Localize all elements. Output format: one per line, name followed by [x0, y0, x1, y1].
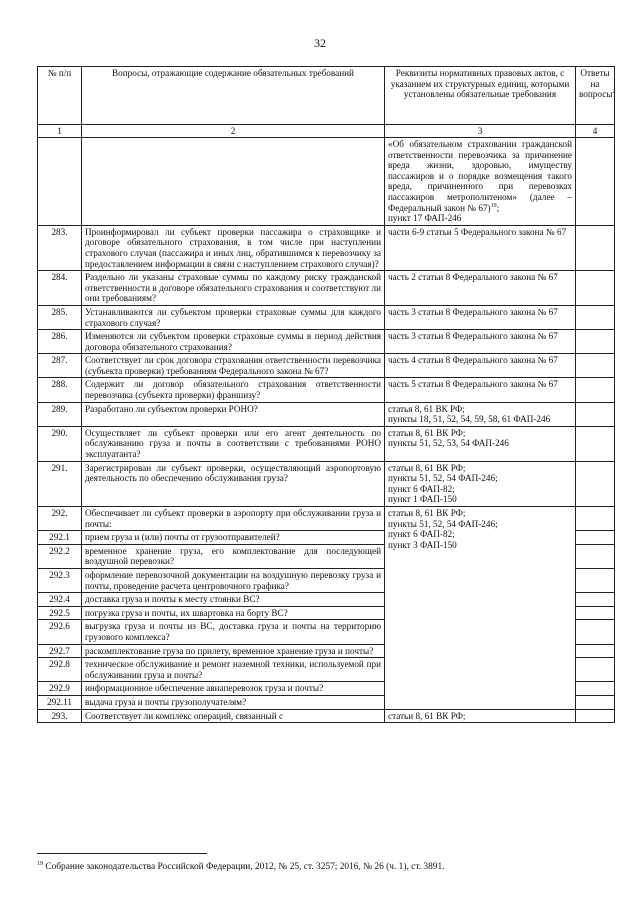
- reference-text: статьи 8, 61 ВК РФ; пункты 51, 52, 53, 54 ФАП-246: [388, 427, 509, 449]
- row-question: Осуществляет ли субъект проверки или его агент деятельность по обслуживанию груза и почты в соответствии с требованиями РОНО эксплуатанта?: [82, 426, 385, 461]
- row-answer: [576, 378, 615, 402]
- row-question: Раздельно ли указаны страховые суммы по каждому риску гражданской ответственности в договоре обязательного страхования и соответствуют ли они требованиям?: [82, 271, 385, 306]
- row-reference: [385, 507, 576, 710]
- subrow-number: 292.3: [38, 568, 82, 592]
- footnote-mark: 19: [490, 202, 497, 209]
- row-number: 289.: [38, 402, 82, 426]
- subrow-question: прием груза и (или) почты от грузоотправителей?: [82, 531, 385, 545]
- subrow-number: 292.5: [38, 606, 82, 620]
- row-reference: [385, 709, 576, 723]
- continuation-reference-line2: пункт 17 ФАП-246: [388, 213, 462, 224]
- table-row: [38, 225, 615, 270]
- row-number: 284.: [38, 271, 82, 306]
- subrow-number: 292.2: [38, 544, 82, 568]
- subrow-number: 292.8: [38, 658, 82, 682]
- row-question: Разработано ли субъектом проверки РОНО?: [82, 402, 385, 426]
- row-answer: [576, 225, 615, 270]
- subrow-answer: [576, 544, 615, 568]
- subrow-answer: [576, 531, 615, 545]
- row-reference: [385, 354, 576, 378]
- table-row: [38, 378, 615, 402]
- table-row: [38, 709, 615, 723]
- row-question: Обеспечивает ли субъект проверки в аэропорту при обслуживании груза и почты:: [82, 507, 385, 531]
- row-reference: [385, 330, 576, 354]
- row-question: Соответствует ли срок договора страхования ответственности перевозчика (субъекта проверки) требованиям Федерального закона № 67?: [82, 354, 385, 378]
- row-number: 283.: [38, 225, 82, 270]
- subrow-question: выгрузка груза и почты из ВС, доставка груза и почты на территорию грузового комплекса?: [82, 620, 385, 644]
- continuation-reference: «Об обязательном страховании гражданской ответственности перевозчика за причинение вреда жизни, здоровью, имуществу пассажиров и о порядке возмещения такого вреда, причиненного при перевозках пассажиров метрополитеном» (далее – Федеральный закон № 67)$^{19}$; пункт 17 ФАП-246: [385, 138, 576, 226]
- table-row: [38, 271, 615, 306]
- header-answers-label: Ответы на вопросы: [579, 68, 613, 100]
- row-question: Устанавливаются ли субъектом проверки страховые суммы для каждого страхового случая?: [82, 305, 385, 329]
- row-number: 285.: [38, 305, 82, 329]
- header-references: Реквизиты нормативных правовых актов, с указанием их структурных единиц, которыми установлены обязательные требования: [385, 67, 576, 125]
- row-number: 293.: [38, 709, 82, 723]
- reference-text: статьи 8, 61 ВК РФ;: [388, 710, 466, 721]
- table-row: [38, 402, 615, 426]
- subrow-answer: [576, 682, 615, 696]
- footnote-number: 19: [37, 860, 43, 867]
- subrow-number: 292.11: [38, 695, 82, 709]
- subrow-question: информационное обеспечение авиаперевозок груза и почты?: [82, 682, 385, 696]
- subrow-answer: [576, 620, 615, 644]
- row-reference: [385, 461, 576, 506]
- footnote-separator: [37, 853, 207, 854]
- column-index: 4: [576, 125, 615, 138]
- subrow-number: 292.1: [38, 531, 82, 545]
- column-index: 1: [38, 125, 82, 138]
- row-answer: [576, 271, 615, 306]
- subrow-answer: [576, 695, 615, 709]
- row-question: Соответствует ли комплекс операций, связанный с: [82, 709, 385, 723]
- page-number: 32: [314, 36, 326, 50]
- reference-text: часть 4 статьи 8 Федерального закона № 67: [388, 355, 558, 366]
- subrow-number: 292.9: [38, 682, 82, 696]
- reference-text: часть 3 статьи 8 Федерального закона № 67: [388, 306, 558, 317]
- requirements-table: [37, 66, 615, 723]
- row-answer: [576, 354, 615, 378]
- row-number: 291.: [38, 461, 82, 506]
- row-answer: [576, 402, 615, 426]
- subrow-question: доставка груза и почты к месту стоянки ВС?: [82, 593, 385, 607]
- row-answer: [576, 426, 615, 461]
- subrow-question: погрузка груза и почты, их швартовка на борту ВС?: [82, 606, 385, 620]
- row-question: Изменяются ли субъектом проверки страховые суммы в период действия договора обязательного страхования?: [82, 330, 385, 354]
- reference-text: часть 5 статьи 8 Федерального закона № 67: [388, 379, 558, 390]
- column-index: 3: [385, 125, 576, 138]
- subrow-number: 292.4: [38, 593, 82, 607]
- reference-text: часть 2 статьи 8 Федерального закона № 67: [388, 272, 558, 283]
- row-number: 292.: [38, 507, 82, 531]
- row-reference: [385, 402, 576, 426]
- continuation-row: [38, 138, 615, 226]
- row-number: 286.: [38, 330, 82, 354]
- table-header-row: [38, 67, 615, 125]
- subrow-answer: [576, 606, 615, 620]
- row-answer: [576, 461, 615, 506]
- table-row: [38, 507, 615, 531]
- column-index: 2: [82, 125, 385, 138]
- row-reference: [385, 305, 576, 329]
- reference-text: статья 8, 61 ВК РФ; пункты 18, 51, 52, 54, 59, 58, 61 ФАП-246: [388, 403, 551, 425]
- row-answer: [576, 709, 615, 723]
- row-answer: [576, 305, 615, 329]
- header-answers: [576, 67, 615, 125]
- subrow-question: раскомплектование груза по прилету, временное хранение груза и почты?: [82, 644, 385, 658]
- row-answer: [576, 507, 615, 531]
- row-question: Зарегистрирован ли субъект проверки, осуществляющий аэропортовую деятельность по обеспечению обслуживания груза?: [82, 461, 385, 506]
- reference-text: части 6-9 статьи 5 Федерального закона № 67: [388, 226, 567, 237]
- row-reference: [385, 378, 576, 402]
- header-questions: Вопросы, отражающие содержание обязательных требований: [82, 67, 385, 125]
- subrow-question: временное хранение груза, его комплектование для последующей воздушной перевозки?: [82, 544, 385, 568]
- header-number: № п/п: [38, 67, 82, 125]
- row-number: 287.: [38, 354, 82, 378]
- subrow-number: 292.6: [38, 620, 82, 644]
- row-reference: [385, 271, 576, 306]
- table-row: [38, 330, 615, 354]
- footnote-text: Собрание законодательства Российской Федерации, 2012, № 25, ст. 3257; 2016, № 26 (ч. 1), ст. 3891.: [45, 862, 445, 872]
- subrow-answer: [576, 568, 615, 592]
- table-row: [38, 305, 615, 329]
- footnote: [37, 862, 617, 872]
- reference-text: часть 3 статьи 8 Федерального закона № 67: [388, 331, 558, 342]
- table-row: [38, 426, 615, 461]
- column-index-row: [38, 125, 615, 138]
- table-row: [38, 461, 615, 506]
- subrow-answer: [576, 658, 615, 682]
- continuation-reference-text: «Об обязательном страховании гражданской ответственности перевозчика за причинение вреда жизни, здоровью, имуществу пассажиров и о порядке возмещения такого вреда, причиненного при перевозках пассажиров метрополитеном» (далее – Федеральный закон № 67): [388, 139, 572, 213]
- row-question: Проинформировал ли субъект проверки пассажира о страховщике и договоре обязательного страхования, в том числе при наступлении страхового случая (пассажира и иных лиц, обратившимся к перевозчику за предоставлением информации в связи с наступлением страхового случая)?: [82, 225, 385, 270]
- subrow-question: техническое обслуживание и ремонт наземной техники, используемой при обслуживании груза и почты?: [82, 658, 385, 682]
- subrow-number: 292.7: [38, 644, 82, 658]
- subrow-question: оформление перевозочной документации на воздушную перевозку груза и почты, проведение расчета центровочного графика?: [82, 568, 385, 592]
- table-row: [38, 354, 615, 378]
- row-number: 288.: [38, 378, 82, 402]
- header-answers-footnote-mark: 2: [612, 89, 616, 96]
- subrow-question: выдача груза и почты грузополучателям?: [82, 695, 385, 709]
- subrow-answer: [576, 644, 615, 658]
- row-answer: [576, 330, 615, 354]
- row-number: 290.: [38, 426, 82, 461]
- reference-text: статьи 8, 61 ВК РФ; пункты 51, 52, 54 ФАП-246; пункт 6 ФАП-82; пункт 3 ФАП-150: [388, 508, 498, 550]
- row-question: Содержит ли договор обязательного страхования ответственности перевозчика (субъекта проверки) франшизу?: [82, 378, 385, 402]
- subrow-answer: [576, 593, 615, 607]
- row-reference: [385, 426, 576, 461]
- reference-text: статьи 8, 61 ВК РФ; пункты 51, 52, 54 ФАП-246; пункт 6 ФАП-82; пункт 1 ФАП-150: [388, 462, 498, 505]
- row-reference: [385, 225, 576, 270]
